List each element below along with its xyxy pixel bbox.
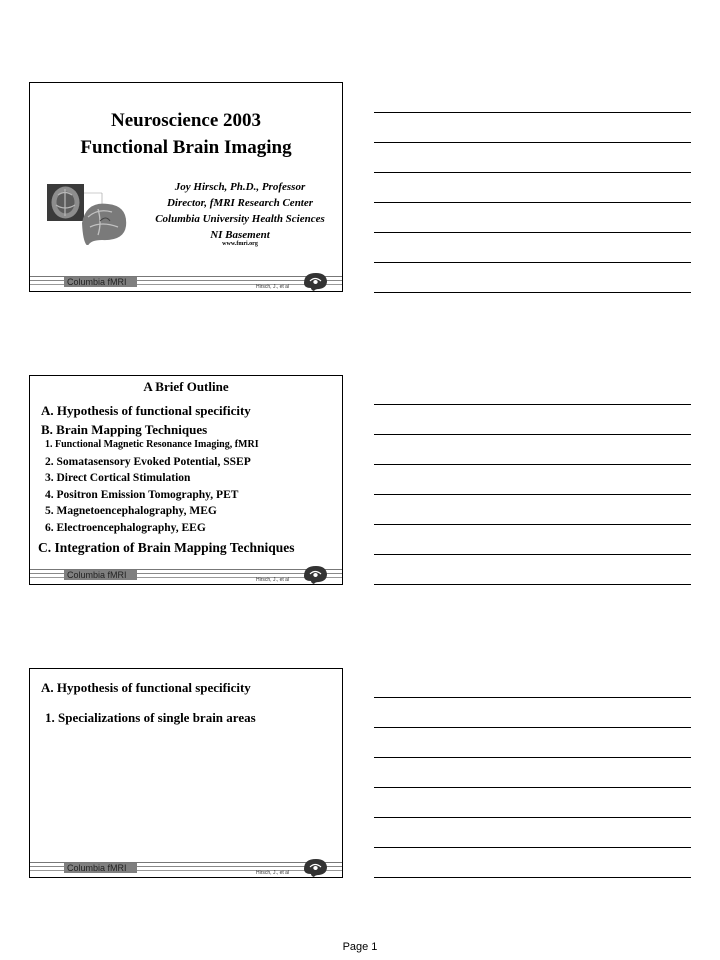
outline-item-c: C. Integration of Brain Mapping Techniques (38, 540, 295, 555)
note-line (374, 757, 691, 758)
note-line (374, 697, 691, 698)
brain-logo-icon (302, 564, 328, 584)
footer-tag: Columbia fMRI (64, 863, 137, 873)
author-line-1: Joy Hirsch, Ph.D., Professor (174, 181, 306, 193)
footer-credit: Hirsch, J., et al (256, 577, 290, 583)
note-line (374, 404, 691, 405)
outline-sub-item: 5. Magnetoencephalography, MEG (45, 505, 217, 517)
note-line (374, 172, 691, 173)
footer-credit: Hirsch, J., et al (256, 870, 290, 876)
author-block (135, 179, 345, 243)
slide-3-point-1: 1. Specializations of single brain areas (45, 710, 256, 725)
author-line-2: Director, fMRI Research Center (166, 197, 314, 209)
footer-tag: Columbia fMRI (64, 570, 137, 580)
note-line (374, 494, 691, 495)
note-line (374, 524, 691, 525)
note-line (374, 112, 691, 113)
note-line (374, 202, 691, 203)
note-line (374, 434, 691, 435)
brain-logo-icon (302, 857, 328, 877)
slide-1 (29, 82, 343, 292)
author-line-4: NI Basement (210, 229, 270, 241)
outline-title: A Brief Outline (143, 379, 229, 394)
brain-logo-icon (302, 271, 328, 291)
outline-item-a: A. Hypothesis of functional specificity (41, 403, 251, 418)
outline-sub-item: 4. Positron Emission Tomography, PET (45, 489, 239, 501)
note-line (374, 877, 691, 878)
note-line (374, 554, 691, 555)
title-line-2: Functional Brain Imaging (80, 137, 292, 158)
slide-3-heading: A. Hypothesis of functional specificity (41, 680, 251, 695)
website-url: www.fmri.org (222, 241, 258, 247)
outline-sub-item: 2. Somatasensory Evoked Potential, SSEP (45, 456, 251, 468)
note-line (374, 727, 691, 728)
outline-sub-item: 6. Electroencephalography, EEG (45, 522, 206, 534)
note-line (374, 292, 691, 293)
note-line (374, 262, 691, 263)
outline-item-b: B. Brain Mapping Techniques (41, 422, 208, 437)
outline-sub-item: 3. Direct Cortical Stimulation (45, 472, 191, 484)
page-number: Page 1 (342, 941, 378, 953)
note-line (374, 817, 691, 818)
footer-credit: Hirsch, J., et al (256, 284, 290, 290)
slide-2 (29, 375, 343, 585)
title-line-1: Neuroscience 2003 (110, 110, 262, 131)
slide-1-title (30, 107, 342, 161)
note-line (374, 232, 691, 233)
outline-sub-item: 1. Functional Magnetic Resonance Imaging, fMRI (45, 439, 259, 450)
note-line (374, 464, 691, 465)
note-line (374, 142, 691, 143)
slide-3 (29, 668, 343, 878)
footer-tag: Columbia fMRI (64, 277, 137, 287)
note-line (374, 787, 691, 788)
brain-scan-image (46, 183, 131, 245)
note-line (374, 584, 691, 585)
note-line (374, 847, 691, 848)
author-line-3: Columbia University Health Sciences (155, 213, 325, 225)
